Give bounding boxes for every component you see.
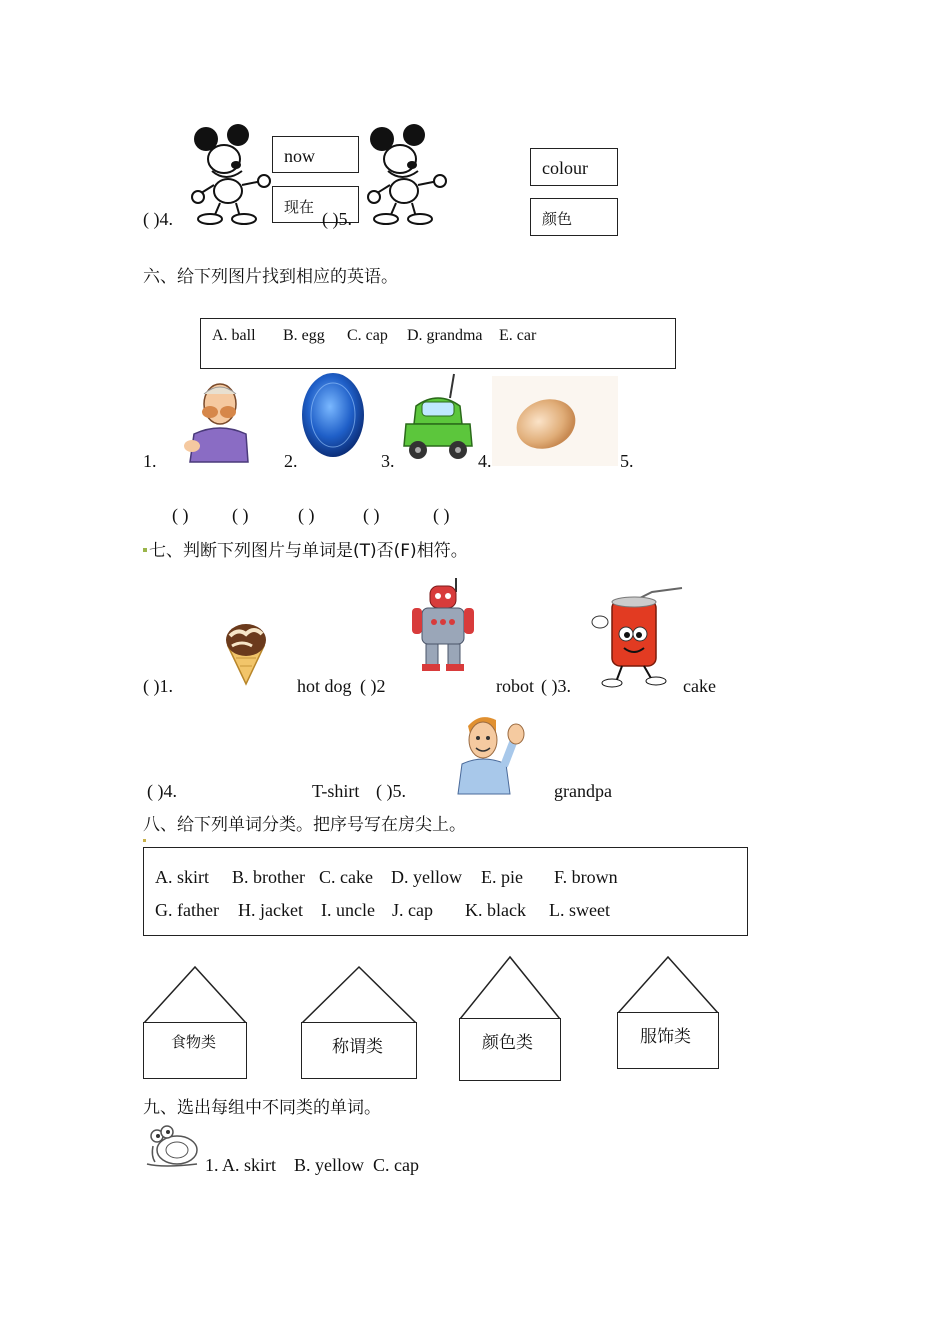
picture-number-1: 1. — [143, 451, 157, 471]
judge-item-1: ( )1. — [143, 676, 173, 696]
house-label-relatives: 称谓类 — [332, 1037, 383, 1057]
mickey-mouse-image-2 — [368, 125, 446, 225]
picture-number-5: 5. — [620, 451, 634, 471]
word-c: C. cake — [319, 867, 373, 887]
house-roof-clothes — [617, 956, 719, 1014]
option-c: C. cap — [347, 327, 388, 344]
house-label-colours: 颜色类 — [482, 1033, 533, 1053]
house-clothes — [617, 1012, 719, 1069]
house-label-clothes: 服饰类 — [640, 1027, 691, 1047]
section-9-item-1: 1. A. skirt B. yellow C. cap — [205, 1155, 419, 1175]
house-relatives — [301, 1022, 417, 1079]
house-label-food: 食物类 — [171, 1033, 217, 1051]
house-roof-food — [143, 966, 247, 1024]
answer-blank-1[interactable]: ( ) — [172, 505, 189, 525]
card-word-now: now — [284, 146, 315, 166]
option-b: B. egg — [283, 327, 325, 344]
word-e: E. pie — [481, 867, 523, 887]
toy-car-image — [402, 372, 474, 466]
robot-image — [412, 578, 474, 672]
house-colours — [459, 1018, 561, 1081]
judge-item-2: ( )2 — [360, 676, 386, 696]
word-i: I. uncle — [321, 900, 375, 920]
snail-cartoon-icon — [143, 1124, 201, 1170]
item-5-blank: ( )5. — [322, 209, 352, 229]
section-7-heading: 七、判断下列图片与单词是(T)否(F)相符。 — [149, 541, 468, 561]
judge-word-5: grandpa — [554, 781, 612, 801]
margin-mark-2 — [143, 839, 146, 842]
word-g: G. father — [155, 900, 219, 920]
picture-number-2: 2. — [284, 451, 298, 471]
word-card-english-2 — [530, 148, 618, 186]
house-roof-relatives — [301, 966, 417, 1024]
judge-word-3: cake — [683, 676, 716, 696]
soda-can-image — [592, 586, 684, 688]
grandma-image — [180, 378, 250, 462]
option-a: A. ball — [212, 327, 256, 344]
judge-item-5: ( )5. — [376, 781, 406, 801]
option-d: D. grandma — [407, 327, 483, 344]
ball-image — [300, 372, 366, 458]
section-6-heading: 六、给下列图片找到相应的英语。 — [143, 267, 398, 287]
answer-blank-5[interactable]: ( ) — [433, 505, 450, 525]
item-4-blank: ( )4. — [143, 209, 173, 229]
section-8-heading: 八、给下列单词分类。把序号写在房尖上。 — [143, 815, 466, 835]
card-word-yanse: 颜色 — [542, 210, 573, 228]
house-food — [143, 1022, 247, 1079]
ice-cream-image — [222, 620, 270, 686]
word-b: B. brother — [232, 867, 305, 887]
section-9-heading: 九、选出每组中不同类的单词。 — [143, 1098, 381, 1118]
word-f: F. brown — [554, 867, 618, 887]
word-bank-box — [143, 847, 748, 936]
judge-word-1: hot dog — [297, 676, 352, 696]
grandpa-image — [456, 710, 526, 794]
word-card-chinese-2 — [530, 198, 618, 236]
card-word-colour: colour — [542, 158, 588, 178]
options-box — [200, 318, 676, 369]
mickey-mouse-image-1 — [192, 125, 270, 225]
judge-word-2: robot — [496, 676, 534, 696]
margin-mark — [143, 548, 147, 552]
word-card-english — [272, 136, 359, 173]
egg-image — [492, 376, 618, 466]
judge-item-3: ( )3. — [541, 676, 571, 696]
house-roof-colours — [459, 956, 561, 1020]
word-h: H. jacket — [238, 900, 303, 920]
picture-number-4: 4. — [478, 451, 492, 471]
answer-blank-2[interactable]: ( ) — [232, 505, 249, 525]
judge-word-4: T-shirt — [312, 781, 360, 801]
word-k: K. black — [465, 900, 526, 920]
picture-number-3: 3. — [381, 451, 395, 471]
option-e: E. car — [499, 327, 537, 344]
judge-item-4: ( )4. — [147, 781, 177, 801]
answer-blank-3[interactable]: ( ) — [298, 505, 315, 525]
word-j: J. cap — [392, 900, 433, 920]
answer-blank-4[interactable]: ( ) — [363, 505, 380, 525]
word-a: A. skirt — [155, 867, 209, 887]
word-l: L. sweet — [549, 900, 610, 920]
word-d: D. yellow — [391, 867, 462, 887]
card-word-xianzai: 现在 — [284, 198, 315, 216]
